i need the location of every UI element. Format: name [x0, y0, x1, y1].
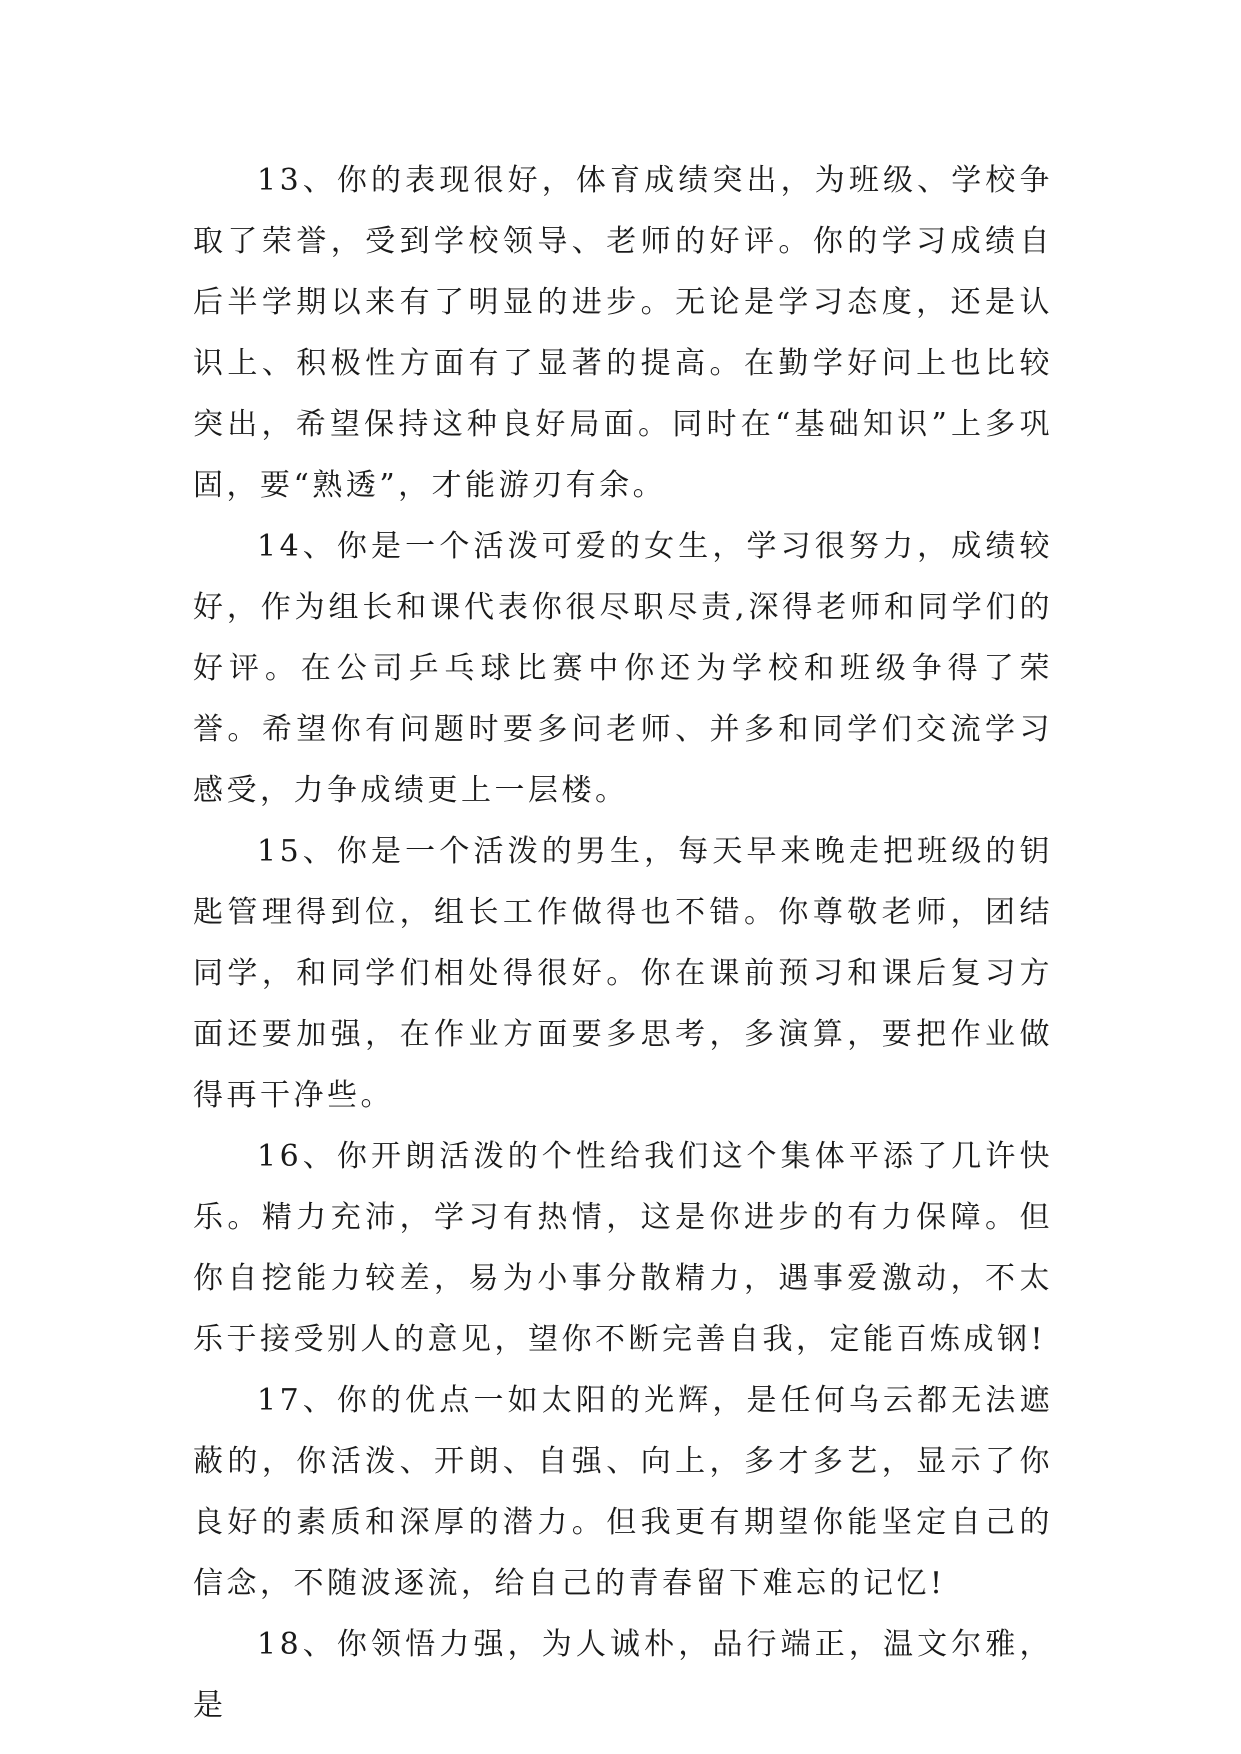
comment-paragraph-15: 15、你是一个活泼的男生，每天早来晚走把班级的钥匙管理得到位，组长工作做得也不错。你尊敬老师，团结同学，和同学们相处得很好。你在课前预习和课后复习方面还要加强，在作业方面要多思考，多演算，要把作业做得再干净些。 — [193, 834, 1053, 1113]
comment-paragraph-14: 14、你是一个活泼可爱的女生，学习很努力，成绩较好，作为组长和课代表你很尽职尽责,深得老师和同学们的好评。在公司乒乓球比赛中你还为学校和班级争得了荣誉。希望你有问题时要多问老师、并多和同学们交流学习感受，力争成绩更上一层楼。 — [193, 529, 1053, 808]
document-body — [193, 150, 1053, 1736]
comment-paragraph-13: 13、你的表现很好，体育成绩突出，为班级、学校争取了荣誉，受到学校领导、老师的好评。你的学习成绩自后半学期以来有了明显的进步。无论是学习态度，还是认识上、积极性方面有了显著的提高。在勤学好问上也比较突出，希望保持这种良好局面。同时在“基础知识”上多巩固，要“熟透”，才能游刃有余。 — [193, 163, 1053, 503]
comment-paragraph-17: 17、你的优点一如太阳的光辉，是任何乌云都无法遮蔽的，你活泼、开朗、自强、向上，多才多艺，显示了你良好的素质和深厚的潜力。但我更有期望你能坚定自己的信念，不随波逐流，给自己的青春留下难忘的记忆! — [193, 1383, 1053, 1601]
comment-paragraph-18: 18、你领悟力强，为人诚朴，品行端正，温文尔雅，是 — [193, 1627, 1053, 1723]
comment-paragraph-16: 16、你开朗活泼的个性给我们这个集体平添了几许快乐。精力充沛，学习有热情，这是你进步的有力保障。但你自挖能力较差，易为小事分散精力，遇事爱激动，不太乐于接受别人的意见，望你不断完善自我，定能百炼成钢! — [193, 1139, 1053, 1357]
